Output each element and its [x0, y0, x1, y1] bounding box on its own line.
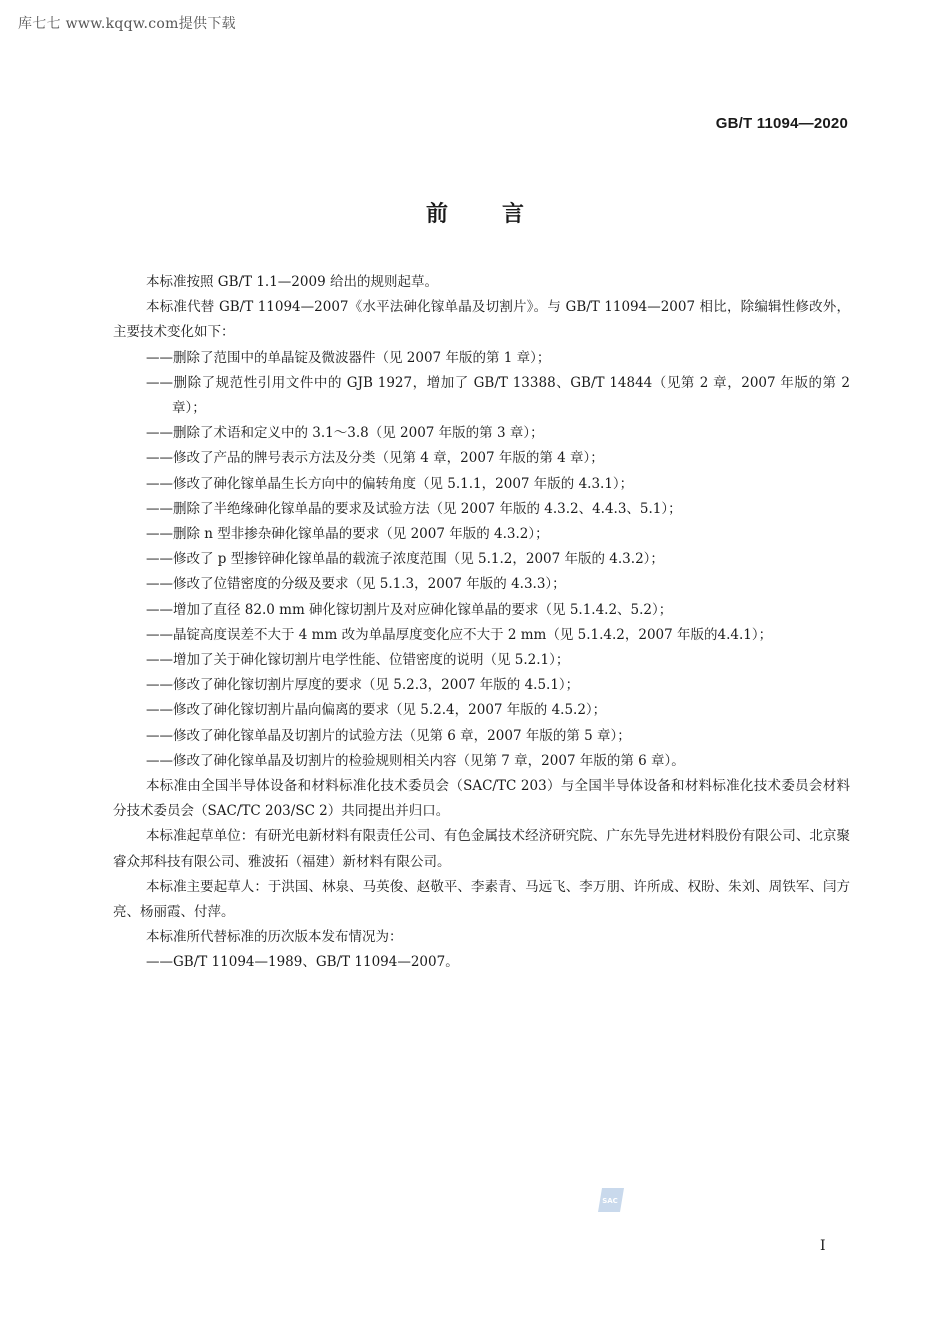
title-char-2: 言 [502, 202, 525, 227]
paragraph-drafting-rules: 本标准按照 GB/T 1.1—2009 给出的规则起草。 [146, 274, 438, 290]
change-item: ——修改了砷化镓切割片厚度的要求（见 5.2.3，2007 年版的 4.5.1）； [146, 677, 580, 694]
change-item: ——修改了砷化镓切割片晶向偏离的要求（见 5.2.4，2007 年版的 4.5.2）； [146, 702, 607, 719]
change-item: ——修改了位错密度的分级及要求（见 5.1.3，2007 年版的 4.3.3）； [146, 576, 566, 593]
document-body [113, 270, 850, 976]
change-item: ——增加了关于砷化镓切割片电学性能、位错密度的说明（见 5.2.1）； [146, 652, 570, 669]
change-item: ——修改了砷化镓单晶及切割片的试验方法（见第 6 章，2007 年版的第 5 章）； [146, 727, 631, 744]
change-item: ——删除 n 型非掺杂砷化镓单晶的要求（见 2007 年版的 4.3.2）； [146, 526, 549, 543]
paragraph-proposer: 本标准由全国半导体设备和材料标准化技术委员会（SAC/TC 203）与全国半导体设备和材料标准化技术委员会材料分技术委员会（SAC/TC 203/SC 2）共同提出并归口。 [113, 778, 850, 820]
standard-number: GB/T 11094—2020 [715, 115, 848, 132]
paragraph-replaces: 本标准代替 GB/T 11094—2007《水平法砷化镓单晶及切割片》。与 GB/T 11094—2007 相比，除编辑性修改外，主要技术变化如下： [113, 299, 850, 341]
page-title [0, 197, 950, 228]
paragraph-drafters: 本标准主要起草人：于洪国、林泉、马英俊、赵敬平、李素青、马远飞、李万朋、许所成、权盼、朱刘、周铁军、闫方亮、杨丽霞、付萍。 [113, 878, 850, 921]
svg-text:SAC: SAC [602, 1197, 618, 1205]
change-item: ——修改了砷化镓单晶及切割片的检验规则相关内容（见第 7 章，2007 年版的第 6 章）。 [146, 752, 685, 769]
change-item: ——删除了术语和定义中的 3.1～3.8（见 2007 年版的第 3 章）； [146, 425, 544, 442]
change-item: ——修改了 p 型掺锌砷化镓单晶的载流子浓度范围（见 5.1.2，2007 年版的 4.3.2）； [146, 551, 664, 568]
change-item: ——删除了范围中的单晶锭及微波器件（见 2007 年版的第 1 章）； [146, 349, 551, 366]
title-char-1: 前 [425, 202, 448, 227]
change-item: ——修改了砷化镓单晶生长方向中的偏转角度（见 5.1.1，2007 年版的 4.3.1）； [146, 475, 634, 492]
sac-seal-icon [598, 1188, 624, 1212]
change-item: ——删除了规范性引用文件中的 GJB 1927，增加了 GB/T 13388、GB/T 14844（见第 2 章，2007 年版的第 2 章）； [146, 374, 850, 417]
changes-list [113, 346, 850, 774]
paragraph-drafting-units: 本标准起草单位：有研光电新材料有限责任公司、有色金属技术经济研究院、广东先导先进材料股份有限公司、北京聚睿众邦科技有限公司、雅波拓（福建）新材料有限公司。 [113, 828, 850, 870]
paragraph-history-intro: 本标准所代替标准的历次版本发布情况为： [146, 929, 403, 946]
history-item: ——GB/T 11094—1989、GB/T 11094—2007。 [146, 954, 459, 971]
change-item: ——晶锭高度误差不大于 4 mm 改为单晶厚度变化应不大于 2 mm（见 5.1.4.2，2007 年版的4.4.1）； [146, 626, 773, 643]
watermark-text: 库七七 www.kqqw.com提供下载 [18, 16, 236, 32]
page-number: I [820, 1238, 826, 1254]
change-item: ——增加了直径 82.0 mm 砷化镓切割片及对应砷化镓单晶的要求（见 5.1.4.2、5.2）； [146, 601, 673, 618]
sac-seal-logo [598, 1188, 624, 1212]
change-item: ——删除了半绝缘砷化镓单晶的要求及试验方法（见 2007 年版的 4.3.2、4.4.3、5.1）； [146, 500, 682, 517]
change-item: ——修改了产品的牌号表示方法及分类（见第 4 章，2007 年版的第 4 章）； [146, 450, 604, 467]
